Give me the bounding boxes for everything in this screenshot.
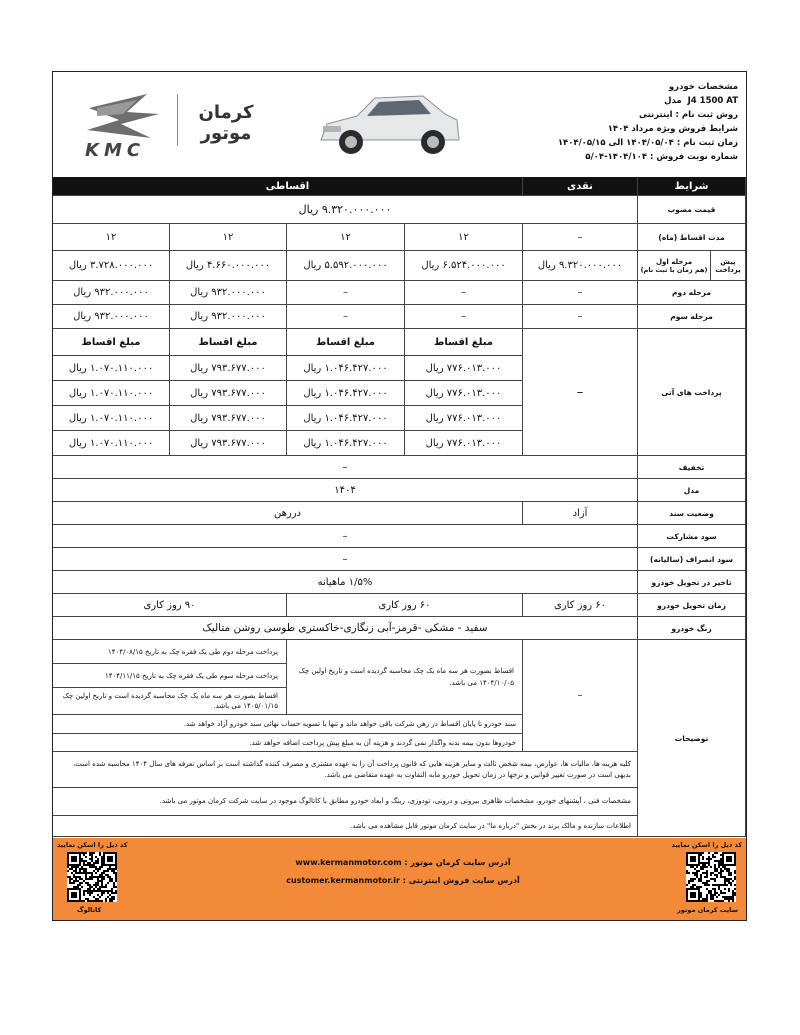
general-note-1: کلیه هزینه ها، مالیات ها، عوارض، بیمه شخص ثالث و سایر هزینه هایی که قانون پرداخت آن را به عهده مشتری و مصرف کننده گذاشته است بر اساس تعرفه های سال ۱۴۰۴ محاسبه شده است، بدیهی است در صورت تغییر قوانین و نرخها در زمان تحویل خودرو مابه التفاوت به عهده متقاضی می باشد. — [53, 752, 638, 788]
stage3-col3: ۹۳۲.۰۰۰.۰۰۰ ریال — [170, 305, 287, 329]
price-table — [53, 177, 746, 837]
stage2-cash: – — [523, 281, 638, 305]
specs-title: مشخصات خودرو — [668, 82, 738, 92]
qr-caption-left: کد ذیل را اسکن نمایید — [57, 841, 128, 849]
future-payments-header: مبلغ اقساط — [53, 329, 170, 356]
months-col3: ۱۲ — [170, 224, 287, 251]
future-payment-amount: ۱.۰۴۶.۴۲۷.۰۰۰ ریال — [287, 406, 405, 431]
partnership-profit-label: سود مشارکت — [638, 525, 746, 548]
stage2-label: مرحله دوم — [638, 281, 746, 305]
future-payment-amount: ۱.۰۷۰.۱۱۰.۰۰۰ ریال — [53, 381, 170, 406]
logo — [67, 86, 177, 162]
site-line — [233, 858, 573, 867]
months-col4: ۱۲ — [53, 224, 170, 251]
header-installment: اقساطی — [53, 177, 523, 196]
stage3-col2: – — [287, 305, 405, 329]
delivery-time-group1: ۶۰ روز کاری — [287, 594, 523, 617]
mortgage-note: سند خودرو تا پایان اقساط در رهن شرکت باقی خواهد ماند و تنها با تسویه حساب نهائی سند خودرو آزاد خواهد شد. — [53, 715, 523, 734]
future-payment-amount: ۱.۰۷۰.۱۱۰.۰۰۰ ریال — [53, 431, 170, 456]
header-cash: نقدی — [523, 177, 638, 196]
prepayment-label: پیش پرداخت — [711, 251, 746, 281]
notes-cash: – — [523, 640, 638, 752]
future-payment-amount: ۷۹۳.۶۷۷.۰۰۰ ریال — [170, 356, 287, 381]
document-status-cash: آزاد — [523, 502, 638, 525]
sales-label: : آدرس سایت فروش اینترنتی — [402, 876, 520, 885]
delivery-time-group2: ۹۰ روز کاری — [53, 594, 287, 617]
future-payment-amount: ۱.۰۴۶.۴۲۷.۰۰۰ ریال — [287, 431, 405, 456]
stage1-label: مرحله اول — [655, 257, 693, 266]
stage3-note: پرداخت مرحله سوم طی یک فقره چک به تاریخ ۱۴۰۴/۱۱/۱۵ — [53, 664, 287, 688]
approved-price-label: قیمت مصوب — [638, 196, 746, 224]
future-payment-amount: ۱.۰۴۶.۴۲۷.۰۰۰ ریال — [287, 356, 405, 381]
site-label: : آدرس سایت کرمان موتور — [404, 858, 511, 867]
months-label: مدت اقساط (ماه) — [638, 224, 746, 251]
registration-method: روش ثبت نام : اینترنتی — [638, 110, 738, 120]
model-year-label: مدل — [638, 479, 746, 502]
stage1-sublabel: (هم زمان با ثبت نام) — [640, 265, 708, 274]
model-line — [483, 94, 738, 108]
future-payments-label: پرداخت های آتی — [638, 329, 746, 456]
approved-price-value: ۹.۳۲۰.۰۰۰.۰۰۰ ریال — [53, 196, 638, 224]
months-cash: – — [523, 224, 638, 251]
stage1-label-cell — [638, 251, 711, 281]
document-status-installment: دررهن — [53, 502, 523, 525]
general-note-3: اطلاعات سازنده و مالک برند در بخش "درباره ما" در سایت کرمان موتور قابل مشاهده می باشد. — [53, 816, 638, 837]
qr-right-label: سایت کرمان موتور — [677, 906, 738, 914]
months-col1: ۱۲ — [405, 224, 523, 251]
cancellation-profit-label: سود انصراف (سالیانه) — [638, 548, 746, 571]
stage3-cash: – — [523, 305, 638, 329]
qr-caption-right: کد ذیل را اسکن نمایید — [671, 841, 742, 849]
future-payments-cash: – — [523, 329, 638, 456]
brand-name: کرمان موتور — [198, 102, 254, 144]
site-url[interactable]: www.kermanmotor.com — [295, 858, 402, 867]
future-payments-header: مبلغ اقساط — [405, 329, 523, 356]
brand-logo-text: KMC — [85, 140, 146, 161]
future-payment-amount: ۷۷۶.۰۱۳.۰۰۰ ریال — [405, 356, 523, 381]
color-value: سفید - مشکی -قرمز-آبی زنگاری-خاکستری طوسی روشن متالیک — [53, 617, 638, 640]
cancellation-profit-value: – — [53, 548, 638, 571]
stage2-col4: ۹۳۲.۰۰۰.۰۰۰ ریال — [53, 281, 170, 305]
future-payments-header: مبلغ اقساط — [170, 329, 287, 356]
document-status-label: وضعیت سند — [638, 502, 746, 525]
delivery-time-label: زمان تحویل خودرو — [638, 594, 746, 617]
discount-value: – — [53, 456, 638, 479]
delivery-time-cash: ۶۰ روز کاری — [523, 594, 638, 617]
stage3-col1: – — [405, 305, 523, 329]
months-col2: ۱۲ — [287, 224, 405, 251]
registration-period: زمان ثبت نام : ۱۴۰۴/۰۵/۰۴ الی ۱۴۰۴/۰۵/۱۵ — [557, 138, 738, 148]
stage3-label: مرحله سوم — [638, 305, 746, 329]
future-payment-amount: ۱.۰۷۰.۱۱۰.۰۰۰ ریال — [53, 356, 170, 381]
stage2-col2: – — [287, 281, 405, 305]
car-image — [313, 80, 463, 170]
stage2-col1: – — [405, 281, 523, 305]
header-conditions: شرایط — [638, 177, 746, 196]
general-note-2: مشخصات فنی ، آپشنهای خودرو، مشخصات ظاهری بیرونی و درونی، تودوزی، رینگ و ابعاد خودرو مطابق با کاتالوگ موجود در سایت شرکت کرمان موتور می باشد. — [53, 788, 638, 816]
stage2-note: پرداخت مرحله دوم طی یک فقره چک به تاریخ ۱۴۰۴/۰۸/۱۵ — [53, 640, 287, 664]
model-label: مدل — [664, 96, 682, 106]
document-frame — [52, 71, 747, 921]
future-payment-amount: ۱.۰۷۰.۱۱۰.۰۰۰ ریال — [53, 406, 170, 431]
stage1-col1: ۶.۵۲۴.۰۰۰.۰۰۰ ریال — [405, 251, 523, 281]
qr-code-right[interactable] — [686, 852, 736, 902]
model-year-value: ۱۴۰۴ — [53, 479, 638, 502]
installment-note: اقساط بصورت هر سه ماه یک چک محاسبه گردیده است و تاریخ اولین چک ۱۴۰۴/۱۰/۰۵ می باشد. — [287, 640, 523, 715]
future-payment-amount: ۷۷۶.۰۱۳.۰۰۰ ریال — [405, 431, 523, 456]
sales-url[interactable]: customer.kermanmotor.ir — [286, 876, 400, 885]
stage1-col2: ۵.۵۹۲.۰۰۰.۰۰۰ ریال — [287, 251, 405, 281]
footer-band — [53, 838, 746, 920]
qr-code-left[interactable] — [67, 852, 117, 902]
future-payment-amount: ۷۹۳.۶۷۷.۰۰۰ ریال — [170, 406, 287, 431]
future-payment-amount: ۷۹۳.۶۷۷.۰۰۰ ریال — [170, 381, 287, 406]
delivery-delay-value: ۱/۵% ماهیانه — [53, 571, 638, 594]
stage2-col3: ۹۳۲.۰۰۰.۰۰۰ ریال — [170, 281, 287, 305]
future-payments-header: مبلغ اقساط — [287, 329, 405, 356]
notes-label: توضیحات — [638, 640, 746, 837]
future-payment-amount: ۷۹۳.۶۷۷.۰۰۰ ریال — [170, 431, 287, 456]
stage1-col4: ۳.۷۲۸.۰۰۰.۰۰۰ ریال — [53, 251, 170, 281]
stage3-col4: ۹۳۲.۰۰۰.۰۰۰ ریال — [53, 305, 170, 329]
sales-line — [233, 876, 573, 885]
sale-number: شماره نوبت فروش : ۱۴۰۴/۱۰۴-۵/۰۴ — [585, 152, 738, 162]
future-payment-amount: ۱.۰۴۶.۴۲۷.۰۰۰ ریال — [287, 381, 405, 406]
stage1-cash: ۹.۳۲۰.۰۰۰.۰۰۰ ریال — [523, 251, 638, 281]
qr-left-label: کاتالوگ — [77, 906, 102, 914]
stage1-col3: ۴.۶۶۰.۰۰۰.۰۰۰ ریال — [170, 251, 287, 281]
color-label: رنگ خودرو — [638, 617, 746, 640]
sale-conditions: شرایط فروش ویژه مرداد ۱۴۰۴ — [607, 124, 738, 134]
model-value: J4 1500 AT — [687, 96, 738, 106]
specs-block — [483, 80, 738, 164]
partnership-profit-value: – — [53, 525, 638, 548]
discount-label: تخفیف — [638, 456, 746, 479]
insurance-note: خودروها بدون بیمه بدنه واگذار نمی گردند و هزینه آن به مبلغ پیش پرداخت اضافه خواهد شد. — [53, 734, 523, 752]
future-payment-amount: ۷۷۶.۰۱۳.۰۰۰ ریال — [405, 381, 523, 406]
future-payment-amount: ۷۷۶.۰۱۳.۰۰۰ ریال — [405, 406, 523, 431]
delivery-delay-label: تاخیر در تحویل خودرو — [638, 571, 746, 594]
last-col-note: اقساط بصورت هر سه ماه یک چک محاسبه گردیده است و تاریخ اولین چک ۱۴۰۵/۰۱/۱۵ می باشد. — [53, 688, 287, 715]
